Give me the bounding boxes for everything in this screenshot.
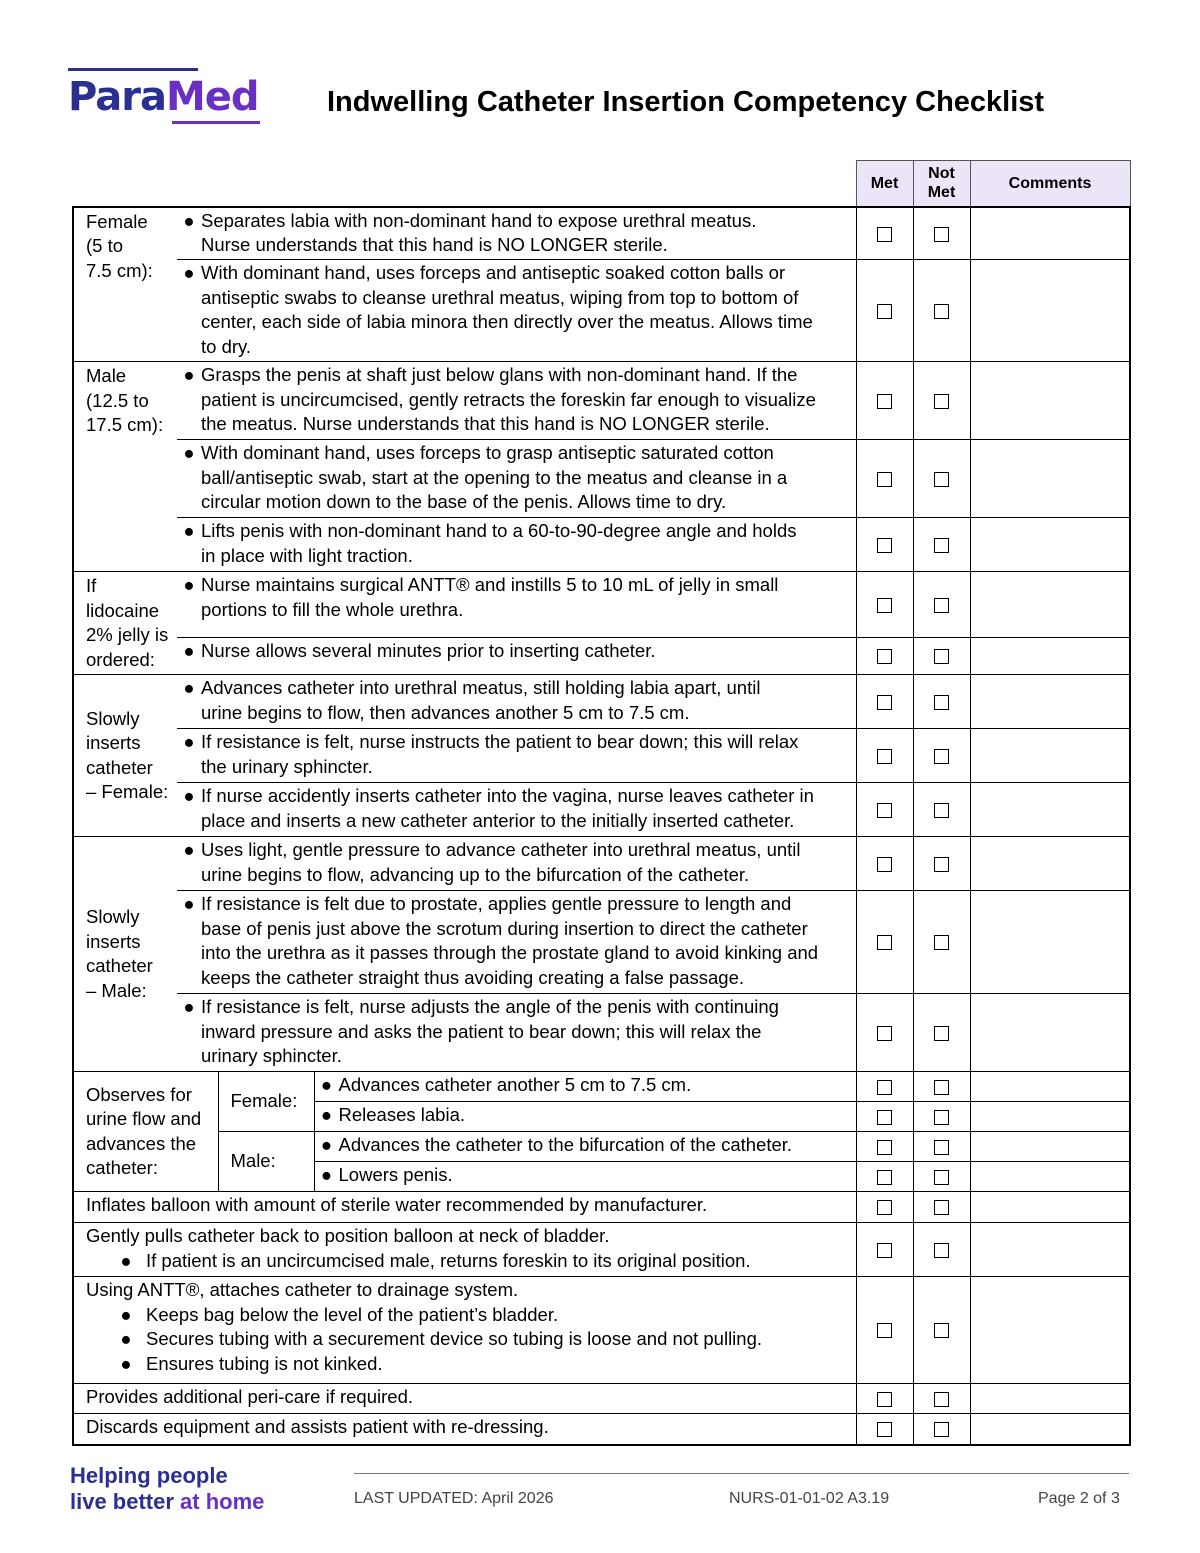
- checklist-item: ● Advances catheter another 5 cm to 7.5 cm.: [314, 1072, 856, 1102]
- comments-cell[interactable]: [970, 729, 1130, 783]
- checklist-item: Inflates balloon with amount of sterile water recommended by manufacturer.: [73, 1192, 856, 1223]
- met-checkbox[interactable]: [877, 1140, 892, 1155]
- not-met-checkbox[interactable]: [934, 1323, 949, 1338]
- met-checkbox[interactable]: [877, 472, 892, 487]
- category-insert-male: Slowly inserts catheter – Male:: [73, 837, 177, 1072]
- met-checkbox[interactable]: [877, 598, 892, 613]
- category-insert-female: Slowly inserts catheter – Female:: [73, 675, 177, 837]
- met-checkbox[interactable]: [877, 1200, 892, 1215]
- logo-med: Med: [165, 74, 259, 120]
- footer-divider: [354, 1473, 1129, 1474]
- not-met-checkbox[interactable]: [934, 598, 949, 613]
- not-met-checkbox[interactable]: [934, 803, 949, 818]
- comments-cell[interactable]: [970, 362, 1130, 440]
- checklist-item: ● Releases labia.: [314, 1102, 856, 1132]
- checklist-item: ● Lowers penis.: [314, 1162, 856, 1192]
- not-met-checkbox[interactable]: [934, 695, 949, 710]
- met-checkbox[interactable]: [877, 749, 892, 764]
- met-checkbox[interactable]: [877, 304, 892, 319]
- page-title: Indwelling Catheter Insertion Competency Checklist: [327, 86, 1045, 118]
- tagline: Helping people live better at home: [70, 1463, 265, 1514]
- met-checkbox[interactable]: [877, 1170, 892, 1185]
- met-checkbox[interactable]: [877, 1323, 892, 1338]
- checklist-item: ● With dominant hand, uses forceps and antiseptic soaked cotton balls or antiseptic swabs to cleanse urethral meatus, wiping from top to bottom of center, each side of labia minora then directly over the meatus. Allows time to dry.: [177, 260, 856, 362]
- checklist-item: ● If resistance is felt, nurse adjusts the angle of the penis with continuing inward pressure and asks the patient to bear down; this will relax the urinary sphincter.: [177, 994, 856, 1072]
- comments-cell[interactable]: [970, 572, 1130, 638]
- subcategory-female: Female:: [218, 1072, 314, 1132]
- not-met-checkbox[interactable]: [934, 1140, 949, 1155]
- checklist-item: ● If resistance is felt due to prostate, applies gentle pressure to length and base of penis just above the scrotum during insertion to direct the catheter into the urethra as it passes through the prostate gland to avoid kinking and keeps the catheter straight thus avoiding creating a false passage.: [177, 891, 856, 994]
- checklist-item: Using ANTT®, attaches catheter to drainage system. ● Keeps bag below the level of the patient’s bladder. ● Secures tubing with a securement device so tubing is loose and not pulling. ● Ensures tubing is not kinked.: [73, 1277, 856, 1384]
- comments-cell[interactable]: [970, 1072, 1130, 1102]
- comments-column-header: Comments: [970, 161, 1130, 207]
- competency-table: [72, 160, 1131, 1446]
- not-met-checkbox[interactable]: [934, 472, 949, 487]
- comments-cell[interactable]: [970, 207, 1130, 260]
- category-female: Female (5 to 7.5 cm):: [73, 207, 177, 362]
- checklist-item: ● Advances catheter into urethral meatus, still holding labia apart, until urine begins to flow, then advances another 5 cm to 7.5 cm.: [177, 675, 856, 729]
- not-met-checkbox[interactable]: [934, 1392, 949, 1407]
- comments-cell[interactable]: [970, 1162, 1130, 1192]
- checklist-item: ● Lifts penis with non-dominant hand to a 60-to-90-degree angle and holds in place with light traction.: [177, 518, 856, 572]
- comments-cell[interactable]: [970, 260, 1130, 362]
- met-column-header: Met: [856, 161, 913, 207]
- met-checkbox[interactable]: [877, 227, 892, 242]
- checklist-item: Gently pulls catheter back to position balloon at neck of bladder. ● If patient is an uncircumcised male, returns foreskin to its original position.: [73, 1223, 856, 1277]
- not-met-checkbox[interactable]: [934, 1026, 949, 1041]
- comments-cell[interactable]: [970, 891, 1130, 994]
- met-checkbox[interactable]: [877, 1110, 892, 1125]
- category-male: Male (12.5 to 17.5 cm):: [73, 362, 177, 572]
- comments-cell[interactable]: [970, 1277, 1130, 1384]
- met-checkbox[interactable]: [877, 538, 892, 553]
- not-met-checkbox[interactable]: [934, 857, 949, 872]
- not-met-column-header: Not Met: [913, 161, 970, 207]
- comments-cell[interactable]: [970, 1223, 1130, 1277]
- not-met-checkbox[interactable]: [934, 1080, 949, 1095]
- checklist-item: ● With dominant hand, uses forceps to grasp antiseptic saturated cotton ball/antiseptic swab, start at the opening to the meatus and cleanse in a circular motion down to the base of the penis. Allows time to dry.: [177, 440, 856, 518]
- document-code: NURS-01-01-02 A3.19: [729, 1490, 890, 1507]
- checklist-item: ● If nurse accidently inserts catheter into the vagina, nurse leaves catheter in place and inserts a new catheter anterior to the initially inserted catheter.: [177, 783, 856, 837]
- comments-cell[interactable]: [970, 638, 1130, 675]
- checklist-item: ● Nurse maintains surgical ANTT® and instills 5 to 10 mL of jelly in small portions to fill the whole urethra.: [177, 572, 856, 638]
- comments-cell[interactable]: [970, 1132, 1130, 1162]
- not-met-checkbox[interactable]: [934, 1110, 949, 1125]
- met-checkbox[interactable]: [877, 695, 892, 710]
- comments-cell[interactable]: [970, 675, 1130, 729]
- met-checkbox[interactable]: [877, 1422, 892, 1437]
- not-met-checkbox[interactable]: [934, 538, 949, 553]
- comments-cell[interactable]: [970, 837, 1130, 891]
- not-met-checkbox[interactable]: [934, 227, 949, 242]
- checklist-item: ● If resistance is felt, nurse instructs the patient to bear down; this will relax the urinary sphincter.: [177, 729, 856, 783]
- not-met-checkbox[interactable]: [934, 649, 949, 664]
- not-met-checkbox[interactable]: [934, 1170, 949, 1185]
- met-checkbox[interactable]: [877, 803, 892, 818]
- checklist-item: ● Advances the catheter to the bifurcation of the catheter.: [314, 1132, 856, 1162]
- met-checkbox[interactable]: [877, 649, 892, 664]
- met-checkbox[interactable]: [877, 1026, 892, 1041]
- comments-cell[interactable]: [970, 518, 1130, 572]
- checklist-item: ● Separates labia with non-dominant hand to expose urethral meatus. Nurse understands that this hand is NO LONGER sterile.: [177, 207, 856, 260]
- not-met-checkbox[interactable]: [934, 1422, 949, 1437]
- subcategory-male: Male:: [218, 1132, 314, 1192]
- checklist-item: Discards equipment and assists patient with re-dressing.: [73, 1414, 856, 1445]
- comments-cell[interactable]: [970, 1192, 1130, 1223]
- not-met-checkbox[interactable]: [934, 394, 949, 409]
- not-met-checkbox[interactable]: [934, 1200, 949, 1215]
- comments-cell[interactable]: [970, 1102, 1130, 1132]
- checklist-item: ● Grasps the penis at shaft just below glans with non-dominant hand. If the patient is uncircumcised, gently retracts the foreskin far enough to visualize the meatus. Nurse understands that this hand is NO LONGER sterile.: [177, 362, 856, 440]
- met-checkbox[interactable]: [877, 857, 892, 872]
- met-checkbox[interactable]: [877, 935, 892, 950]
- met-checkbox[interactable]: [877, 1243, 892, 1258]
- checklist-item: Provides additional peri-care if required.: [73, 1384, 856, 1414]
- not-met-checkbox[interactable]: [934, 935, 949, 950]
- category-lidocaine: If lidocaine 2% jelly is ordered:: [73, 572, 177, 675]
- not-met-checkbox[interactable]: [934, 749, 949, 764]
- checklist-item: ● Uses light, gentle pressure to advance catheter into urethral meatus, until urine begins to flow, advancing up to the bifurcation of the catheter.: [177, 837, 856, 891]
- comments-cell[interactable]: [970, 1384, 1130, 1414]
- checklist-item: ● Nurse allows several minutes prior to inserting catheter.: [177, 638, 856, 675]
- comments-cell[interactable]: [970, 1414, 1130, 1445]
- page-number: Page 2 of 3: [1038, 1490, 1120, 1507]
- not-met-checkbox[interactable]: [934, 1243, 949, 1258]
- paramed-logo: [68, 68, 263, 124]
- not-met-checkbox[interactable]: [934, 304, 949, 319]
- comments-cell[interactable]: [970, 440, 1130, 518]
- last-updated: LAST UPDATED: April 2026: [354, 1490, 554, 1507]
- comments-cell[interactable]: [970, 783, 1130, 837]
- category-observes: Observes for urine flow and advances the catheter:: [73, 1072, 218, 1192]
- comments-cell[interactable]: [970, 994, 1130, 1072]
- met-checkbox[interactable]: [877, 1080, 892, 1095]
- logo-para: Para: [68, 74, 166, 120]
- met-checkbox[interactable]: [877, 394, 892, 409]
- met-checkbox[interactable]: [877, 1392, 892, 1407]
